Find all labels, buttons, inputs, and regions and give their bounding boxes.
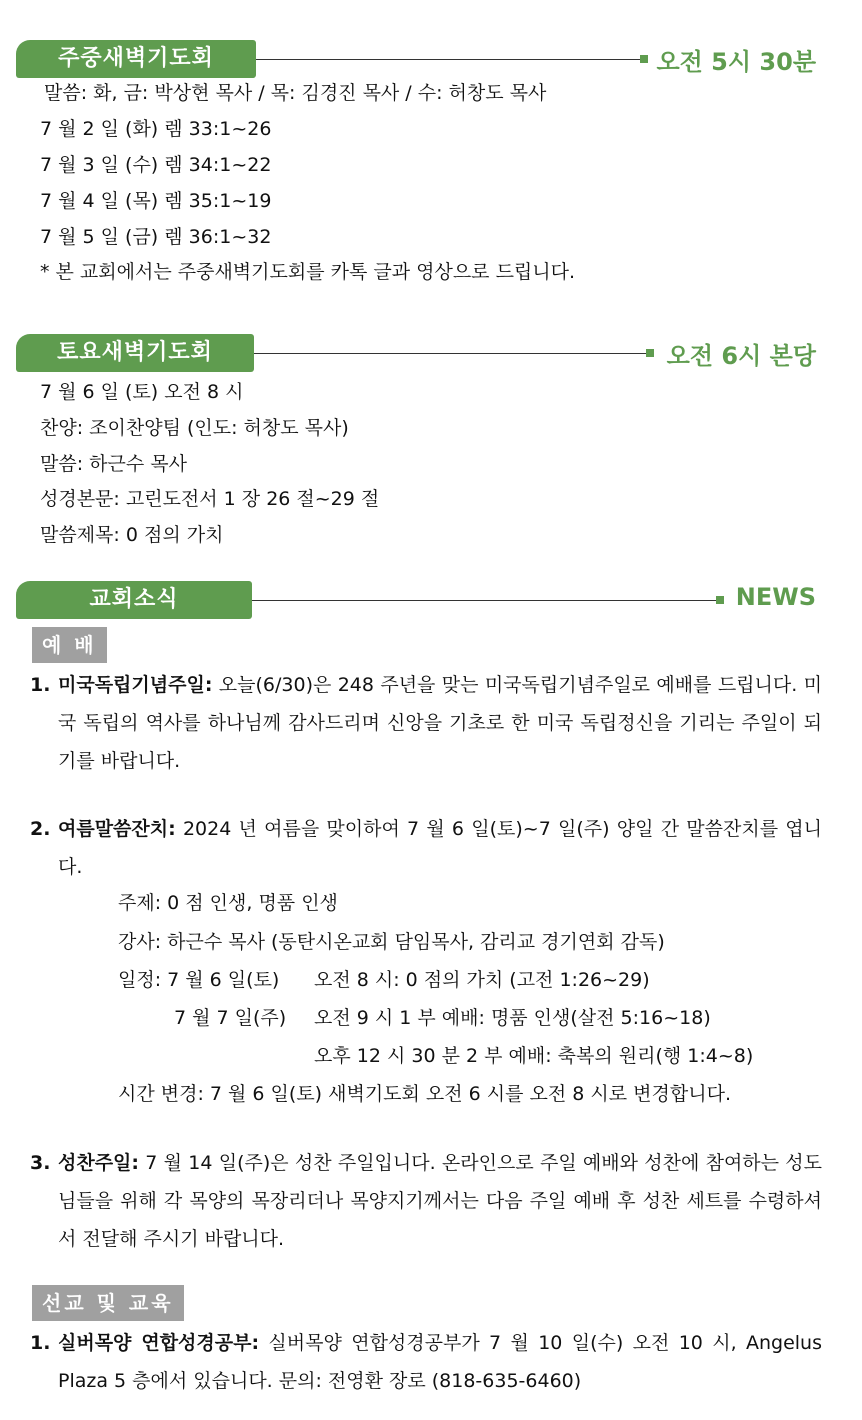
saturday-dawn-time: 오전 6시 본당 (666, 342, 816, 370)
item-text: 오늘(6/30)은 248 주년을 맞는 미국독립기념주일로 예배를 드립니다. 미국 독립의 역사를 하나님께 감사드리며 신앙을 기초로 한 미국 독립정신을 기리는 주일이 되기를 바랍니다. (58, 674, 822, 772)
saturday-line: 말씀제목: 0 점의 가치 (40, 524, 224, 546)
revival-theme: 주제: 0 점 인생, 명품 인생 (118, 892, 338, 914)
revival-time-change: 시간 변경: 7 월 6 일(토) 새벽기도회 오전 6 시를 오전 8 시로 변경합니다. (118, 1083, 731, 1105)
item-text: 실버목양 연합성경공부가 7 월 10 일(수) 오전 10 시, Angelus Plaza 5 층에서 있습니다. 문의: 전영환 장로 (818-635-6460) (58, 1332, 822, 1392)
saturday-line: 7 월 6 일 (토) 오전 8 시 (40, 381, 244, 403)
item-lead: 실버목양 연합성경공부: (58, 1332, 260, 1354)
news-item-summer-revival (30, 810, 822, 886)
saturday-line: 성경본문: 고린도전서 1 장 26 절~29 절 (40, 488, 380, 510)
weekday-dawn-header (16, 40, 816, 80)
mission-tag: 선교 및 교육 (32, 1285, 184, 1321)
revival-schedule-2: 오전 9 시 1 부 예배: 명품 인생(살전 5:16~18) (314, 1007, 711, 1029)
news-title: 교회소식 (16, 581, 252, 619)
header-divider (252, 600, 720, 601)
worship-tag: 예 배 (32, 627, 107, 663)
saturday-line: 말씀: 하근수 목사 (40, 453, 187, 475)
news-item-independence (30, 666, 822, 780)
weekday-speakers: 말씀: 화, 금: 박상현 목사 / 목: 김경진 목사 / 수: 허창도 목사 (44, 82, 547, 104)
header-dot (640, 55, 648, 63)
revival-schedule-3: 오후 12 시 30 분 2 부 예배: 축복의 원리(행 1:4~8) (314, 1045, 754, 1067)
revival-schedule-1: 오전 8 시: 0 점의 가치 (고전 1:26~29) (314, 969, 650, 991)
revival-schedule-day2: 7 월 7 일(주) (174, 1007, 287, 1029)
weekday-day: 7 월 5 일 (금) 렘 36:1~32 (40, 226, 272, 248)
item-number: 2. (30, 818, 51, 840)
item-number: 3. (30, 1152, 51, 1174)
item-lead: 미국독립기념주일: (58, 674, 213, 696)
item-text: 2024 년 여름을 맞이하여 7 월 6 일(토)~7 일(주) 양일 간 말씀잔치를 엽니다. (58, 818, 822, 878)
item-text: 7 월 14 일(주)은 성찬 주일입니다. 온라인으로 주일 예배와 성찬에 참여하는 성도님들을 위해 각 목양의 목장리더나 목양지기께서는 다음 주일 예배 후 성찬 세트를 수령하셔서 전달해 주시기 바랍니다. (58, 1152, 822, 1250)
header-divider (256, 59, 644, 60)
weekday-day: 7 월 4 일 (목) 렘 35:1~19 (40, 190, 272, 212)
weekday-day: 7 월 3 일 (수) 렘 34:1~22 (40, 154, 272, 176)
revival-schedule-label: 일정: 7 월 6 일(토) (118, 969, 280, 991)
item-lead: 여름말씀잔치: (58, 818, 176, 840)
weekday-day: 7 월 2 일 (화) 렘 33:1~26 (40, 118, 272, 140)
revival-speaker: 강사: 하근수 목사 (동탄시온교회 담임목사, 감리교 경기연회 감독) (118, 931, 665, 953)
saturday-dawn-title: 토요새벽기도회 (16, 334, 254, 372)
item-number: 1. (30, 1332, 51, 1354)
saturday-dawn-header (16, 334, 816, 374)
header-dot (716, 596, 724, 604)
news-item-bible-study (30, 1324, 822, 1400)
item-lead: 성찬주일: (58, 1152, 140, 1174)
item-number: 1. (30, 674, 51, 696)
weekday-dawn-time: 오전 5시 30분 (656, 48, 816, 76)
header-divider (254, 353, 650, 354)
header-dot (646, 349, 654, 357)
news-label: NEWS (735, 583, 816, 611)
weekday-dawn-title: 주중새벽기도회 (16, 40, 256, 78)
news-item-communion (30, 1144, 822, 1258)
weekday-note: * 본 교회에서는 주중새벽기도회를 카톡 글과 영상으로 드립니다. (40, 261, 576, 283)
saturday-line: 찬양: 조이찬양팀 (인도: 허창도 목사) (40, 417, 349, 439)
news-header (16, 581, 816, 621)
